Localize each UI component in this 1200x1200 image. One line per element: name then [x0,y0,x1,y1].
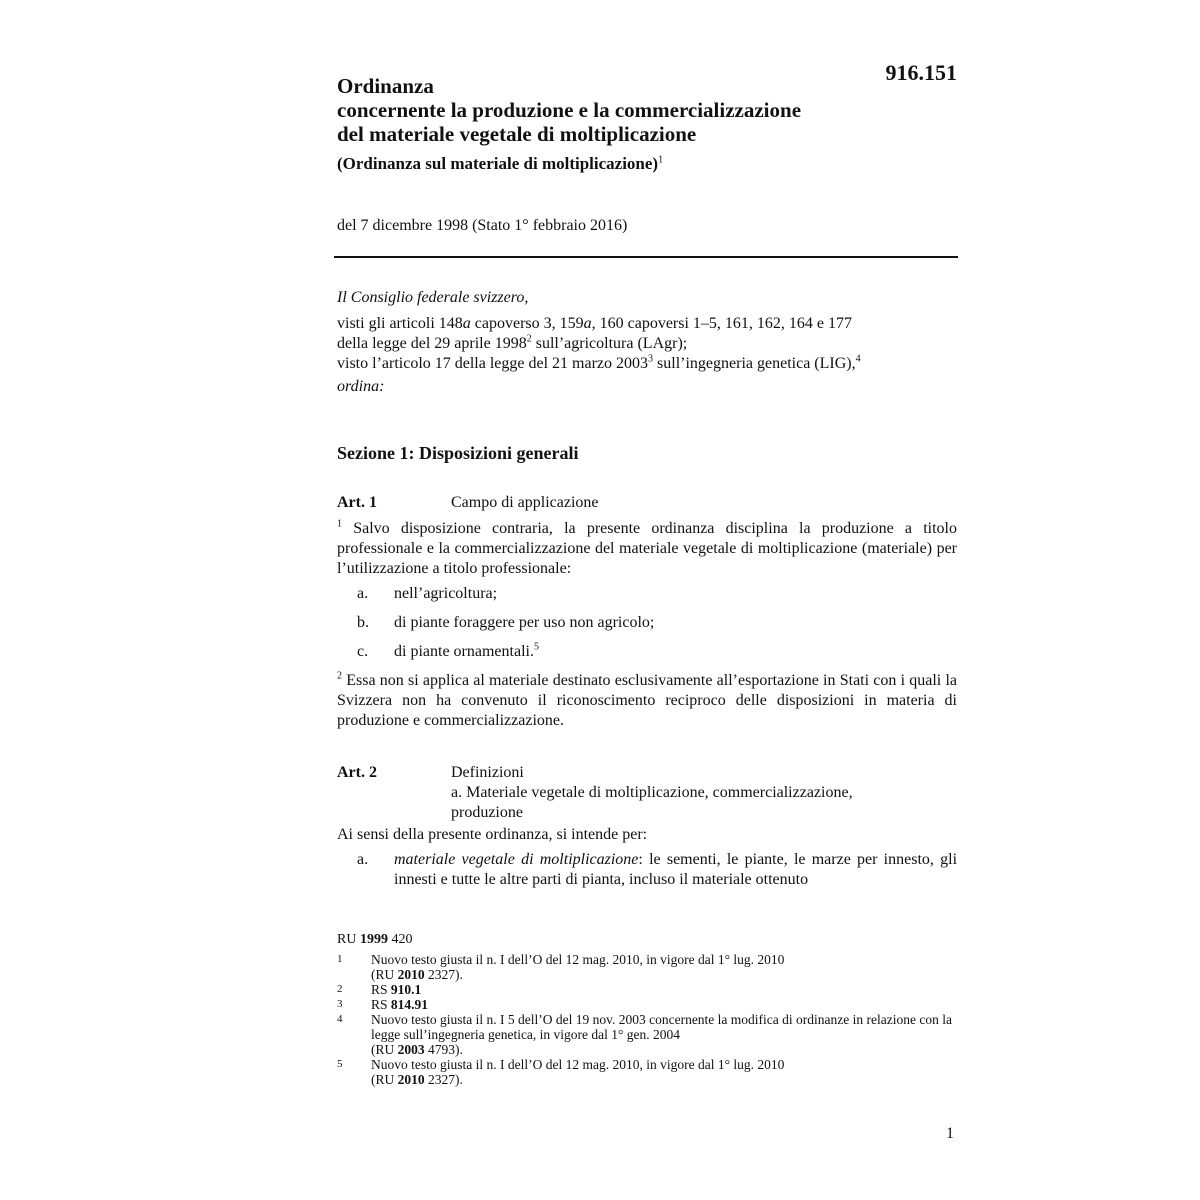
footnote: 1 Nuovo testo giusta il n. I dell’O del 12 mag. 2010, in vigore dal 1° lug. 2010 (RU 2010 2327). [337,952,785,982]
footnote-ref: 4 [855,353,861,365]
title-line: concernente la produzione e la commercializzazione [337,98,802,122]
paragraph: $^2$ Essa non si applica al materiale destinato esclusivamente all’esportazione in Stati con i quali la Svizzera non ha convenuto il riconoscimento reciproco delle disposizioni in materia di produzione e commercializzazione. [337,670,957,729]
preamble-line: visto l’articolo 17 della legge del 21 marzo 2003$^3$ sull’ingegneria genetica (LIG),$^4$ [337,353,861,372]
title-line: Ordinanza [337,74,434,98]
article-number: Art. 1 [337,494,377,511]
preamble-intro: Il Consiglio federale svizzero, [337,289,529,306]
footnote: 4 Nuovo testo giusta il n. I 5 dell’O del 19 nov. 2003 concernente la modifica di ordinanze in relazione con la legge sull’ingegneria genetica, in vigore dal 1° gen. 2004 (RU 2003 4793). [337,1012,952,1057]
paragraph-number: 1 [337,518,342,530]
divider [334,256,958,258]
footnote: 5 Nuovo testo giusta il n. I dell’O del 12 mag. 2010, in vigore dal 1° lug. 2010 (RU 2010 2327). [337,1057,785,1087]
preamble [337,288,957,403]
footnote: 2 RS 910.1 [337,982,422,997]
article-1 [337,493,957,731]
section-heading: Sezione 1: Disposizioni generali [337,443,579,463]
document-subtitle: (Ordinanza sul materiale di moltiplicazione)$^1$ [337,154,664,173]
page-number: 1 [946,1125,954,1142]
article-title: Definizioni [451,764,524,781]
article-number: Art. 2 [337,764,377,781]
document-title [337,74,897,146]
list-item: b. di piante foraggere per uso non agricolo; [357,614,655,631]
footnote-ref: 1 [658,154,664,166]
footnote: 3 RS 814.91 [337,997,429,1012]
preamble-line: visti gli articoli 148a capoverso 3, 159a, 160 capoversi 1–5, 161, 162, 164 e 177 [337,315,853,332]
paragraph: $^1$ Salvo disposizione contraria, la presente ordinanza disciplina la produzione a titolo professionale e la commercializzazione del materiale vegetale di moltiplicazione (materiale) per l’utilizzazione a titolo professionale: [337,518,957,577]
footnote-ref: 2 [526,333,532,345]
paragraph: Ai sensi della presente ordinanza, si intende per: [337,826,648,843]
footnotes [337,932,957,1087]
sr-number: 916.151 [885,60,957,85]
preamble-ordina: ordina: [337,378,385,395]
title-line: del materiale vegetale di moltiplicazione [337,122,697,146]
article-2 [337,763,957,899]
article-subtitle: a. Materiale vegetale di moltiplicazione, commercializzazione, produzione [451,784,853,821]
document-date: del 7 dicembre 1998 (Stato 1° febbraio 2016) [337,217,628,234]
article-title: Campo di applicazione [451,494,599,511]
list-item: a. nell’agricoltura; [357,585,498,602]
preamble-line: della legge del 29 aprile 1998$^2$ sull’agricoltura (LAgr); [337,333,688,352]
footnote-ref: 3 [648,353,654,365]
ru-reference: RU 1999 420 [337,932,413,947]
paragraph-number: 2 [337,670,342,682]
list-item: a. materiale vegetale di moltiplicazione: le sementi, le piante, le marze per innesto, gli innesti e tutte le altre parti di pianta, incluso il materiale ottenuto [357,851,958,888]
list-item: c. di piante ornamentali.$^5$ [357,641,539,660]
footnote-ref: 5 [533,641,539,653]
